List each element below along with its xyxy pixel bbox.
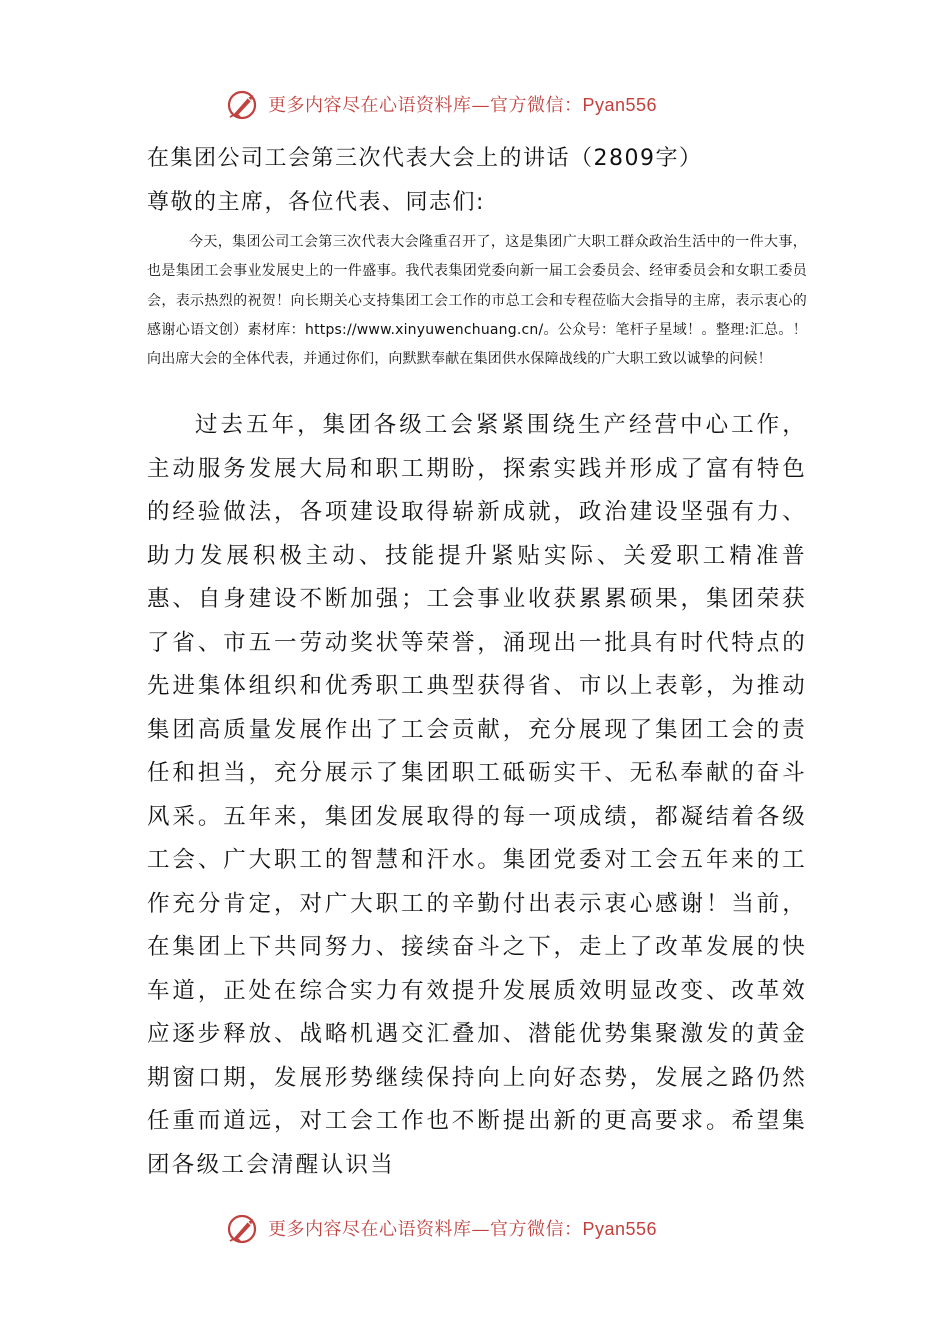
watermark-handle: Pyan556 (582, 1219, 658, 1239)
header-watermark (226, 86, 657, 122)
body-paragraph: 过去五年，集团各级工会紧紧围绕生产经营中心工作，主动服务发展大局和职工期盼，探索实践并形成了富有特色的经验做法，各项建设取得崭新成就，政治建设坚强有力、助力发展积极主动、技能提升紧贴实际、关爱职工精准普惠、自身建设不断加强；工会事业收获累累硕果，集团荣获了省、市五一劳动奖状等荣誉，涌现出一批具有时代特点的先进集体组织和优秀职工典型获得省、市以上表彰，为推动集团高质量发展作出了工会贡献，充分展现了集团工会的责任和担当，充分展示了集团职工砥砺实干、无私奉献的奋斗风采。五年来，集团发展取得的每一项成绩，都凝结着各级工会、广大职工的智慧和汗水。集团党委对工会五年来的工作充分肯定，对广大职工的辛勤付出表示衷心感谢！当前，在集团上下共同努力、接续奋斗之下，走上了改革发展的快车道，正处在综合实力有效提升发展质效明显改变、改革效应逐步释放、战略机遇交汇叠加、潜能优势集聚激发的黄金期窗口期，发展形势继续保持向上向好态势，发展之路仍然任重而道远，对工会工作也不断提出新的更高要求。希望集团各级工会清醒认识当 (147, 412, 807, 1178)
watermark-handle: Pyan556 (582, 95, 658, 115)
footer-watermark (226, 1210, 657, 1246)
document-title: 在集团公司工会第三次代表大会上的讲话（2809字） (147, 146, 703, 171)
pen-nib-logo-icon (226, 1210, 262, 1246)
intro-paragraph: 今天，集团公司工会第三次代表大会隆重召开了，这是集团广大职工群众政治生活中的一件大事，也是集团工会事业发展史上的一件盛事。我代表集团党委向新一届工会委员会、经审委员会和女职工委员会，表示热烈的祝贺！向长期关心支持集团工会工作的市总工会和专程莅临大会指导的主席，表示衷心的感谢心语文创）素材库：https://www.xinyuwenchuang.cn/。公众号：笔杆子星域！。整理:汇总。！向出席大会的全体代表，并通过你们，向默默奉献在集团供水保障战线的广大职工致以诚挚的问候！ (147, 234, 807, 368)
watermark-text: 更多内容尽在心语资料库—官方微信：Pyan556 (268, 1219, 658, 1240)
pen-nib-logo-icon (226, 86, 262, 122)
salutation: 尊敬的主席，各位代表、同志们: (147, 190, 485, 215)
watermark-text: 更多内容尽在心语资料库—官方微信：Pyan556 (268, 95, 658, 116)
